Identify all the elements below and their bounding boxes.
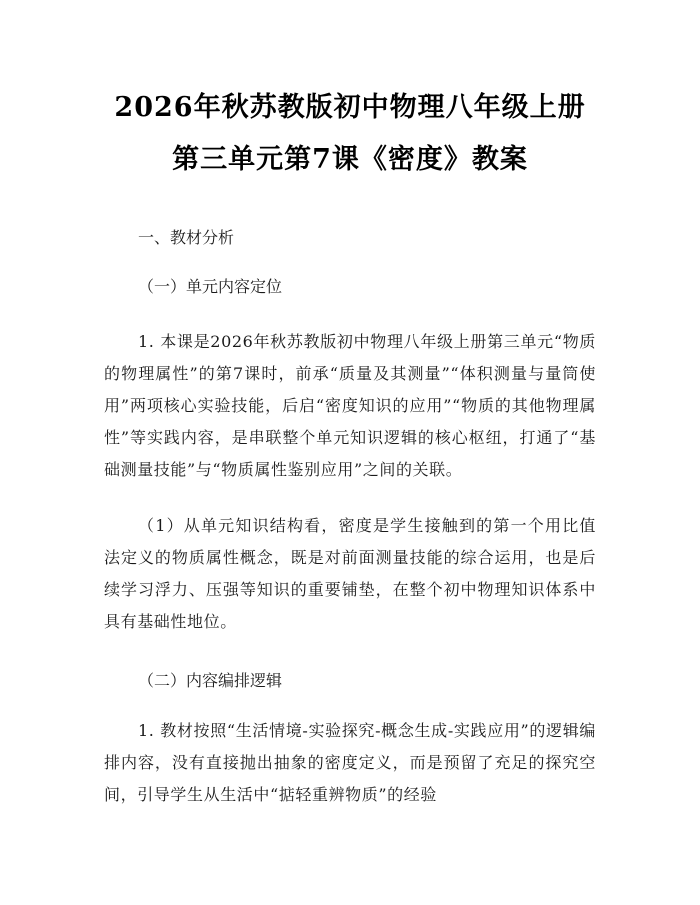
paragraph-lesson-position: 1. 本课是2026年秋苏教版初中物理八年级上册第三单元“物质的物理属性”的第7课时，前承“质量及其测量”“体积测量与量筒使用”两项核心实验技能，后启“密度知识的应用”“物质的其他物理属性”等实践内容，是串联整个单元知识逻辑的核心枢纽，打通了“基础测量技能”与“物质属性鉴别应用”之间的关联。 xyxy=(104,332,596,479)
document-title: 2026年秋苏教版初中物理八年级上册第三单元第7课《密度》教案 xyxy=(114,92,586,175)
subsection-heading-unit-positioning: （一）单元内容定位 xyxy=(138,277,283,296)
section-heading-textbook-analysis: 一、教材分析 xyxy=(138,228,235,247)
subsection-heading-content-logic: （二）内容编排逻辑 xyxy=(138,671,283,690)
paragraph-content-arrangement: 1. 教材按照“生活情境-实验探究-概念生成-实践应用”的逻辑编排内容，没有直接抛出抽象的密度定义，而是预留了充足的探究空间，引导学生从生活中“掂轻重辨物质”的经验 xyxy=(104,721,596,804)
paragraph-unit-structure: （1）从单元知识结构看，密度是学生接触到的第一个用比值法定义的物质属性概念，既是对前面测量技能的综合运用，也是后续学习浮力、压强等知识的重要铺垫，在整个初中物理知识体系中具有基础性地位。 xyxy=(104,516,596,631)
